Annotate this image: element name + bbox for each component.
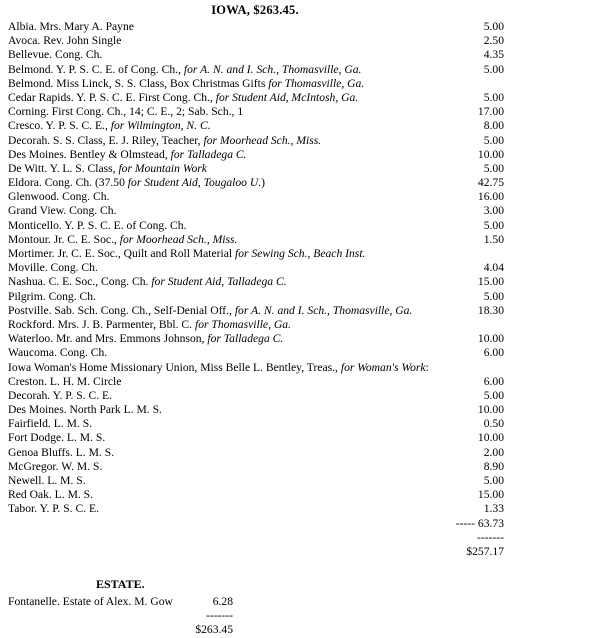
- donor-name: Iowa Woman's Home Missionary Union, Miss Belle L. Bentley, Treas.,: [8, 360, 341, 374]
- donation-row: [8, 361, 504, 375]
- donor-text: [8, 304, 412, 318]
- dash-line: -------: [476, 530, 504, 544]
- donation-row: [8, 77, 504, 91]
- donor-name: Grand View. Cong. Ch.: [8, 204, 117, 218]
- donation-amount: 5.00: [483, 62, 504, 76]
- designation: for Student Aid, McIntosh, Ga.: [215, 90, 359, 104]
- donor-name: De Witt. Y. L. S. Class,: [8, 161, 119, 175]
- donor-tail: :: [425, 360, 429, 374]
- donor-text: [8, 134, 321, 148]
- donation-amount: 2.50: [483, 34, 504, 48]
- dash-line-row: [8, 531, 504, 545]
- donation-row: [8, 488, 504, 502]
- donor-tail: ): [261, 176, 266, 190]
- donor-name: Cresco. Y. P. S. C. E.,: [8, 119, 111, 133]
- donation-amount: 5.00: [483, 20, 504, 33]
- grand-total: $263.45: [195, 623, 233, 636]
- designation: for Sewing Sch., Beach Inst.: [235, 247, 366, 260]
- donor-name: Belmond. Miss Linck, S. S. Class, Box Christmas Gifts: [8, 76, 269, 90]
- donation-amount: 1.33: [483, 502, 504, 516]
- donation-row: [8, 63, 504, 77]
- donor-text: [8, 460, 102, 474]
- donation-amount: 10.00: [477, 431, 504, 445]
- donor-text: [8, 105, 243, 119]
- donation-row: [8, 91, 504, 105]
- donor-name: Bellevue. Cong. Ch.: [8, 48, 103, 62]
- donor-name: Des Moines. Bentley & Olmstead,: [8, 147, 171, 161]
- donation-amount: 15.00: [477, 488, 504, 502]
- donor-name: Avoca. Rev. John Single: [8, 34, 122, 48]
- donation-row: [8, 332, 504, 346]
- state-total-row: [8, 545, 504, 559]
- designation: for Mountain Work: [118, 161, 207, 175]
- donor-name: Cedar Rapids. Y. P. S. C. E. First Cong. Ch.,: [8, 90, 216, 104]
- donor-name: Moville. Cong. Ch.: [8, 261, 98, 275]
- state-total: $257.17: [466, 544, 504, 558]
- donor-text: [8, 233, 237, 247]
- donation-amount: 2.00: [483, 445, 504, 459]
- donation-row: [8, 346, 504, 360]
- donation-list: [8, 20, 504, 559]
- donation-amount: 5.00: [483, 161, 504, 175]
- donor-text: [8, 162, 207, 176]
- donor-name: Nashua. C. E. Soc., Cong. Ch.: [8, 275, 152, 289]
- donor-name: Des Moines. North Park L. M. S.: [8, 403, 162, 417]
- donor-text: [8, 389, 112, 403]
- donor-name: Fairfield. L. M. S.: [8, 417, 93, 431]
- designation: for Moorhead Sch., Miss.: [203, 133, 322, 147]
- donation-amount: 3.00: [483, 204, 504, 218]
- donor-text: [8, 34, 121, 48]
- donor-text: [8, 91, 358, 105]
- donation-amount: 5.00: [483, 90, 504, 104]
- donor-text: [8, 502, 99, 516]
- donor-name: Genoa Bluffs. L. M. S.: [8, 445, 115, 459]
- donor-name: Waucoma. Cong. Ch.: [8, 346, 108, 360]
- donation-amount: 5.00: [483, 474, 504, 487]
- donor-name: Eldora. Cong. Ch. (37.50: [8, 176, 128, 190]
- subtotal-line-row: [8, 517, 504, 531]
- donation-amount: 5.00: [483, 388, 504, 402]
- donor-text: [8, 148, 247, 162]
- estate-dash-line: -------: [205, 609, 233, 622]
- donation-row: [8, 34, 504, 48]
- donor-text: [8, 63, 361, 77]
- designation: for Student Aid, Talladega C.: [151, 275, 287, 289]
- donation-amount: 8.90: [483, 459, 504, 473]
- designation: for Student Aid, Tougaloo U.: [127, 176, 262, 190]
- donation-amount: 5.00: [483, 289, 504, 303]
- estate-donor: Fontanelle. Estate of Alex. M. Gow: [8, 595, 173, 608]
- donor-text: [8, 20, 134, 34]
- donation-row: [8, 48, 504, 62]
- donor-name: Tabor. Y. P. S. C. E.: [8, 502, 99, 516]
- donor-name: Creston. L. H. M. Circle: [8, 374, 122, 388]
- designation: for Woman's Work: [340, 360, 426, 374]
- donation-row: [8, 275, 504, 289]
- donor-name: Pilgrim. Cong. Ch.: [8, 289, 96, 303]
- donor-text: [8, 176, 265, 190]
- donation-amount: 16.00: [477, 190, 504, 204]
- donor-text: [8, 275, 287, 289]
- donation-row: [8, 119, 504, 133]
- donor-name: Red Oak. L. M. S.: [8, 488, 94, 502]
- donation-row: [8, 105, 504, 119]
- designation: for A. N. and I. Sch., Thomasville, Ga.: [183, 62, 362, 76]
- donor-name: Newell. L. M. S.: [8, 474, 86, 487]
- donation-row: [8, 233, 504, 247]
- donor-text: [8, 247, 365, 261]
- donation-row: [8, 474, 504, 488]
- donation-row: [8, 190, 504, 204]
- donation-row: [8, 304, 504, 318]
- donation-amount: 15.00: [477, 275, 504, 289]
- donor-name: Glenwood. Cong. Ch.: [8, 190, 110, 204]
- donor-name: Postville. Sab. Sch. Cong. Ch., Self-Denial Off.,: [8, 303, 235, 317]
- donor-name: Decorah. Y. P. S. C. E.: [8, 388, 113, 402]
- donor-text: [8, 361, 429, 375]
- donor-text: [8, 446, 114, 460]
- donor-text: [8, 261, 98, 275]
- donation-row: [8, 318, 504, 332]
- donation-row: [8, 148, 504, 162]
- donation-amount: 4.04: [483, 261, 504, 275]
- donor-name: McGregor. W. M. S.: [8, 459, 103, 473]
- donation-amount: 4.35: [483, 48, 504, 62]
- donor-text: [8, 318, 291, 332]
- donation-row: [8, 290, 504, 304]
- donor-text: [8, 346, 107, 360]
- donation-row: [8, 261, 504, 275]
- donation-amount: 5.00: [483, 133, 504, 147]
- donor-text: [8, 190, 109, 204]
- estate-amount: 6.28: [212, 595, 233, 608]
- donor-text: [8, 77, 364, 91]
- donation-row: [8, 247, 504, 261]
- donor-name: Mortimer. Jr. C. E. Soc., Quilt and Roll Material: [8, 247, 236, 260]
- donation-row: [8, 389, 504, 403]
- donor-name: Fort Dodge. L. M. S.: [8, 431, 106, 445]
- donor-name: Belmond. Y. P. S. C. E. of Cong. Ch.,: [8, 62, 184, 76]
- donor-name: Decorah. S. S. Class, E. J. Riley, Teacher,: [8, 133, 204, 147]
- donation-amount: 17.00: [477, 105, 504, 119]
- donation-amount: 8.00: [483, 119, 504, 133]
- donor-text: [8, 290, 96, 304]
- donation-row: [8, 204, 504, 218]
- donor-text: [8, 48, 102, 62]
- donor-text: [8, 204, 116, 218]
- designation: for Wilmington, N. C.: [110, 119, 211, 133]
- donor-text: [8, 431, 105, 445]
- donation-amount: 10.00: [477, 332, 504, 346]
- designation: for Thomasville, Ga.: [194, 317, 291, 331]
- donation-amount: 10.00: [477, 403, 504, 417]
- donor-text: [8, 488, 93, 502]
- donor-name: Montour. Jr. C. E. Soc.,: [8, 232, 120, 246]
- donation-amount: 10.00: [477, 147, 504, 161]
- donation-row: [8, 20, 504, 34]
- donation-amount: 1.50: [483, 232, 504, 246]
- donation-amount: 6.00: [483, 346, 504, 360]
- donation-row: [8, 219, 504, 233]
- designation: for A. N. and I. Sch., Thomasville, Ga.: [234, 303, 413, 317]
- donation-row: [8, 502, 504, 516]
- donation-amount: 42.75: [477, 176, 504, 190]
- designation: for Talladega C.: [207, 332, 284, 346]
- donation-amount: 18.30: [477, 303, 504, 317]
- donation-row: [8, 417, 504, 431]
- donor-text: [8, 332, 283, 346]
- estate-heading: ESTATE.: [96, 577, 145, 591]
- donor-text: [8, 474, 86, 488]
- donor-text: [8, 375, 121, 389]
- donation-amount: 0.50: [483, 417, 504, 431]
- section-title: IOWA, $263.45.: [211, 3, 299, 17]
- donation-row: [8, 134, 504, 148]
- donor-name: Corning. First Cong. Ch., 14; C. E., 2; Sab. Sch., 1: [8, 105, 244, 119]
- donor-text: [8, 119, 211, 133]
- donation-row: [8, 162, 504, 176]
- donation-amount: 6.00: [483, 374, 504, 388]
- donor-name: Rockford. Mrs. J. B. Parmenter, Bbl. C.: [8, 317, 195, 331]
- donor-name: Monticello. Y. P. S. C. E. of Cong. Ch.: [8, 218, 187, 232]
- donation-row: [8, 460, 504, 474]
- donation-row: [8, 176, 504, 190]
- donation-row: [8, 446, 504, 460]
- designation: for Thomasville, Ga.: [268, 76, 365, 90]
- donation-row: [8, 431, 504, 445]
- designation: for Moorhead Sch., Miss.: [119, 232, 238, 246]
- estate-row: [8, 595, 233, 609]
- donation-amount: 5.00: [483, 218, 504, 232]
- donation-row: [8, 375, 504, 389]
- donor-name: Albia. Mrs. Mary A. Payne: [8, 20, 134, 33]
- donor-name: Waterloo. Mr. and Mrs. Emmons Johnson,: [8, 332, 208, 346]
- donor-text: [8, 417, 92, 431]
- subtotal-line: ----- 63.73: [455, 516, 504, 530]
- donor-text: [8, 403, 162, 417]
- donor-text: [8, 219, 186, 233]
- donation-row: [8, 403, 504, 417]
- designation: for Talladega C.: [170, 147, 247, 161]
